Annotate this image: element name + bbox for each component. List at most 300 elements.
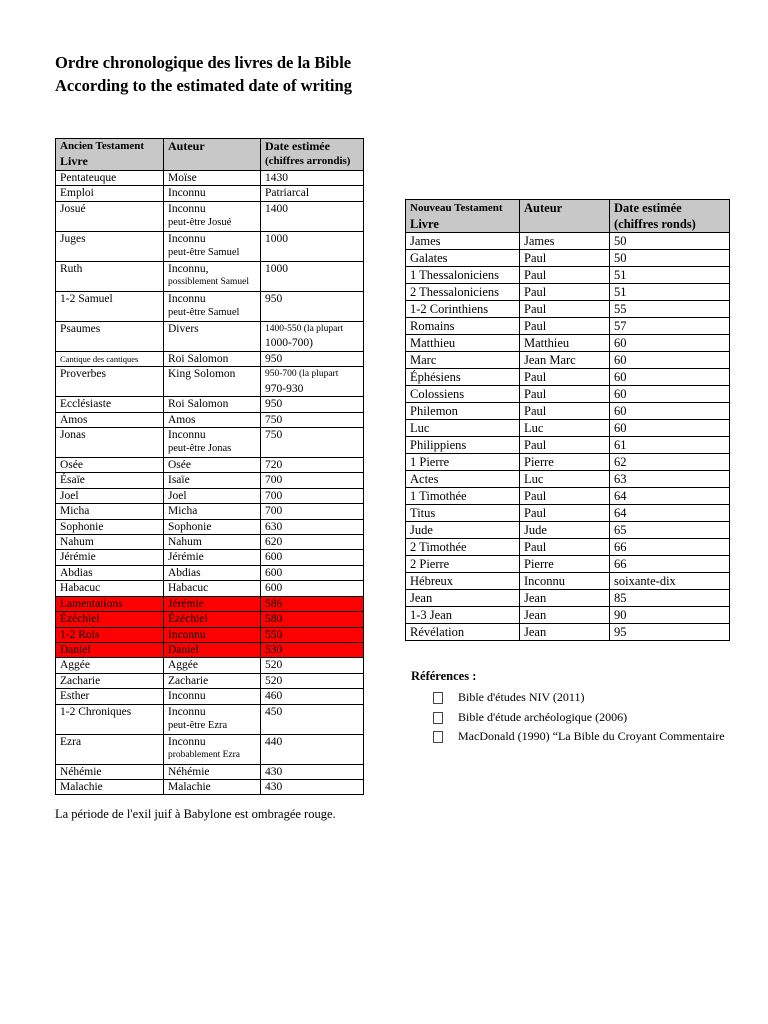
date-value: 580 (265, 613, 283, 626)
author-name: Isaïe (168, 474, 190, 487)
date-value: 550 (265, 628, 283, 641)
book-cell (56, 704, 164, 734)
author-cell (164, 519, 261, 534)
table-row (56, 458, 364, 473)
reference-text: Bible d'études NIV (2011) (458, 690, 585, 704)
table-row (56, 550, 364, 565)
date-value: 720 (265, 459, 283, 472)
book-cell (56, 535, 164, 550)
date-cell (261, 596, 364, 611)
author-cell (164, 596, 261, 611)
book-cell (56, 779, 164, 794)
date-cell (261, 321, 364, 351)
exile-note: La période de l'exil juif à Babylone est ombragée rouge. (55, 807, 336, 821)
book-cell (56, 201, 164, 231)
book-name: Psaumes (60, 322, 101, 335)
book-cell (56, 673, 164, 688)
date-value: 600 (265, 566, 283, 579)
date-cell (261, 186, 364, 201)
date-cell: 64 (610, 488, 730, 505)
author-name: Divers (168, 322, 199, 335)
book-name: Joel (60, 489, 79, 502)
date-note: 1000-700) (265, 337, 313, 350)
author-cell (164, 186, 261, 201)
book-cell (56, 658, 164, 673)
date-cell (261, 428, 364, 458)
date-value: 430 (265, 765, 283, 778)
book-cell (56, 231, 164, 261)
author-name: Malachie (168, 780, 211, 793)
date-cell (261, 488, 364, 503)
new-testament-body (406, 233, 730, 641)
date-cell: 50 (610, 250, 730, 267)
author-name: King Solomon (168, 368, 236, 381)
author-name: Abdias (168, 566, 201, 579)
date-cell (261, 689, 364, 704)
date-cell (261, 627, 364, 642)
date-cell: 51 (610, 267, 730, 284)
date-cell (261, 673, 364, 688)
author-name: Ézéchiel (168, 613, 208, 626)
author-name: Jérémie (168, 551, 204, 564)
table-row (406, 607, 730, 624)
references-title: Références : (411, 669, 477, 683)
reference-item (433, 708, 733, 728)
author-cell (164, 291, 261, 321)
table-row (56, 764, 364, 779)
author-cell: Paul (520, 301, 610, 318)
date-cell (261, 351, 364, 366)
author-cell: Jean (520, 624, 610, 641)
author-name: Jérémie (168, 597, 204, 610)
author-cell (164, 627, 261, 642)
nt-header-author: Auteur (520, 200, 610, 233)
table-row (406, 624, 730, 641)
date-value: 950 (265, 352, 283, 365)
author-note: peut-être Ezra (168, 719, 228, 731)
date-value: 700 (265, 505, 283, 518)
old-testament-header-row (56, 139, 364, 171)
book-name: Jonas (60, 429, 86, 442)
book-name: Abdias (60, 566, 93, 579)
date-cell: 50 (610, 233, 730, 250)
table-row (406, 369, 730, 386)
book-cell: 2 Timothée (406, 539, 520, 556)
table-row (406, 403, 730, 420)
book-cell (56, 321, 164, 351)
date-value: 1000 (265, 262, 288, 275)
table-row (56, 351, 364, 366)
table-row (56, 201, 364, 231)
book-cell (56, 261, 164, 291)
author-name: Moïse (168, 172, 197, 184)
author-cell (164, 658, 261, 673)
author-cell (164, 565, 261, 580)
author-cell: Paul (520, 318, 610, 335)
author-name: Inconnu (168, 735, 206, 748)
author-cell: Luc (520, 471, 610, 488)
date-value: 950 (265, 398, 283, 411)
date-cell (261, 704, 364, 734)
author-cell: Paul (520, 488, 610, 505)
table-row (56, 488, 364, 503)
date-cell: 51 (610, 284, 730, 301)
author-name: Sophonie (168, 520, 212, 533)
date-cell (261, 642, 364, 657)
author-note: peut-être Josué (168, 217, 232, 229)
book-cell: Jude (406, 522, 520, 539)
table-row (56, 627, 364, 642)
book-cell (56, 612, 164, 627)
ot-header-author: Auteur (164, 139, 261, 171)
author-name: Inconnu (168, 202, 206, 215)
table-row (406, 573, 730, 590)
ot-header-date-line2: (chiffres arrondis) (265, 155, 351, 167)
table-row (56, 171, 364, 186)
table-row (406, 318, 730, 335)
table-row (56, 321, 364, 351)
title-line-1: Ordre chronologique des livres de la Bible (55, 53, 352, 72)
book-name: Cantique des cantiques (60, 353, 139, 364)
author-note: probablement Ezra (168, 749, 241, 760)
author-cell (164, 367, 261, 397)
table-row (56, 658, 364, 673)
table-row (406, 471, 730, 488)
reference-item (433, 688, 733, 708)
author-cell: Pierre (520, 556, 610, 573)
date-cell (261, 612, 364, 627)
book-cell: 1-3 Jean (406, 607, 520, 624)
book-cell (56, 504, 164, 519)
book-cell: 2 Thessaloniciens (406, 284, 520, 301)
book-cell: Galates (406, 250, 520, 267)
author-name: Inconnu (168, 292, 206, 305)
author-cell (164, 535, 261, 550)
author-cell: Jean (520, 590, 610, 607)
author-cell (164, 231, 261, 261)
date-value: 440 (265, 735, 283, 748)
date-cell (261, 367, 364, 397)
date-cell: 66 (610, 556, 730, 573)
author-name: Inconnu (168, 232, 206, 245)
book-cell (56, 291, 164, 321)
author-name: Roi Salomon (168, 352, 229, 365)
book-cell: Hébreux (406, 573, 520, 590)
date-cell: 60 (610, 352, 730, 369)
nt-header-book-line1: Nouveau Testament (410, 202, 503, 214)
book-name: Nahum (60, 536, 94, 549)
book-cell (56, 488, 164, 503)
book-cell (56, 473, 164, 488)
old-testament-table (55, 138, 364, 795)
book-name: 1-2 Rois (60, 628, 100, 641)
book-cell (56, 627, 164, 642)
table-row (406, 386, 730, 403)
date-value: 450 (265, 705, 283, 718)
book-name: Emploi (60, 187, 94, 200)
date-value: 600 (265, 582, 283, 595)
table-row (406, 488, 730, 505)
date-value: 750 (265, 413, 283, 426)
table-row (406, 437, 730, 454)
author-note: possiblement Samuel (168, 277, 250, 288)
author-cell: Paul (520, 267, 610, 284)
date-cell (261, 658, 364, 673)
book-cell: Philippiens (406, 437, 520, 454)
date-cell (261, 535, 364, 550)
book-name: Juges (60, 232, 86, 245)
book-cell (56, 171, 164, 186)
ot-header-book-line1: Ancien Testament (60, 140, 145, 152)
table-row (406, 539, 730, 556)
author-name: Inconnu (168, 690, 206, 703)
date-cell (261, 504, 364, 519)
book-cell (56, 412, 164, 427)
date-value: 1430 (265, 172, 288, 184)
table-row (406, 590, 730, 607)
table-row (56, 504, 364, 519)
nt-header-date (610, 200, 730, 233)
book-cell: James (406, 233, 520, 250)
date-value: 530 (265, 643, 283, 656)
table-row (56, 642, 364, 657)
author-cell: Paul (520, 369, 610, 386)
nt-header-book-line2: Livre (410, 217, 439, 231)
book-name: Sophonie (60, 520, 104, 533)
book-cell: Matthieu (406, 335, 520, 352)
book-cell (56, 351, 164, 366)
author-cell: Luc (520, 420, 610, 437)
book-name: Josué (60, 202, 86, 215)
date-value: Patriarcal (265, 187, 310, 200)
author-name: Roi Salomon (168, 398, 229, 411)
book-name: Proverbes (60, 368, 106, 381)
table-row (56, 473, 364, 488)
ot-header-book-line2: Livre (60, 154, 88, 168)
author-cell (164, 689, 261, 704)
author-cell: Jude (520, 522, 610, 539)
date-cell (261, 201, 364, 231)
book-cell (56, 186, 164, 201)
date-value: 750 (265, 429, 283, 442)
author-name: Habacuc (168, 582, 209, 595)
book-cell: Actes (406, 471, 520, 488)
table-row (406, 250, 730, 267)
date-cell: 60 (610, 386, 730, 403)
author-cell (164, 397, 261, 412)
bullet-icon (433, 692, 443, 704)
book-name: Malachie (60, 780, 103, 793)
date-cell: 60 (610, 403, 730, 420)
table-row (406, 352, 730, 369)
date-value: 950 (265, 292, 283, 305)
author-name: Daniel (168, 643, 199, 656)
author-cell: Paul (520, 386, 610, 403)
date-cell: 64 (610, 505, 730, 522)
book-cell: 1 Thessaloniciens (406, 267, 520, 284)
table-row (56, 734, 364, 764)
page-title (55, 51, 352, 97)
date-cell: 57 (610, 318, 730, 335)
author-cell (164, 412, 261, 427)
table-row (56, 596, 364, 611)
book-cell: Marc (406, 352, 520, 369)
author-cell (164, 321, 261, 351)
date-cell: 61 (610, 437, 730, 454)
book-cell: Titus (406, 505, 520, 522)
author-name: Néhémie (168, 765, 210, 778)
date-value: 620 (265, 536, 283, 549)
date-value: 1400-550 (la plupart (265, 323, 344, 334)
author-cell: Paul (520, 539, 610, 556)
book-name: Ezra (60, 735, 82, 748)
date-cell (261, 734, 364, 764)
date-cell: 90 (610, 607, 730, 624)
author-name: Inconnu (168, 705, 206, 718)
ot-header-book (56, 139, 164, 171)
date-cell: 55 (610, 301, 730, 318)
author-name: Micha (168, 505, 198, 518)
author-cell (164, 261, 261, 291)
author-cell: Inconnu (520, 573, 610, 590)
table-row (56, 291, 364, 321)
date-cell (261, 764, 364, 779)
author-cell (164, 779, 261, 794)
author-note: peut-être Jonas (168, 443, 232, 455)
book-cell (56, 734, 164, 764)
author-cell: Paul (520, 403, 610, 420)
author-cell (164, 550, 261, 565)
book-cell: 1 Pierre (406, 454, 520, 471)
table-row (56, 186, 364, 201)
old-testament-body (56, 171, 364, 795)
date-value: 460 (265, 690, 283, 703)
author-name: Amos (168, 413, 196, 426)
book-name: Ecclésiaste (60, 398, 112, 411)
table-row (406, 420, 730, 437)
table-row (406, 522, 730, 539)
book-cell (56, 397, 164, 412)
date-cell (261, 550, 364, 565)
book-cell (56, 428, 164, 458)
author-name: Inconnu, (168, 262, 209, 275)
date-cell (261, 397, 364, 412)
author-cell (164, 201, 261, 231)
author-cell (164, 428, 261, 458)
author-cell: Matthieu (520, 335, 610, 352)
table-row (56, 428, 364, 458)
date-cell (261, 171, 364, 186)
book-cell (56, 581, 164, 596)
book-cell (56, 367, 164, 397)
date-cell (261, 779, 364, 794)
ot-header-date (261, 139, 364, 171)
table-row (406, 335, 730, 352)
date-cell: 60 (610, 369, 730, 386)
author-cell (164, 351, 261, 366)
author-name: Inconnu (168, 187, 206, 200)
date-cell (261, 231, 364, 261)
table-row (406, 454, 730, 471)
table-row (56, 779, 364, 794)
author-cell (164, 704, 261, 734)
date-cell (261, 519, 364, 534)
book-cell: Philemon (406, 403, 520, 420)
book-name: Micha (60, 505, 90, 518)
reference-text: MacDonald (1990) “La Bible du Croyant Commentaire (458, 729, 725, 743)
table-row (56, 519, 364, 534)
book-cell (56, 689, 164, 704)
date-value: 520 (265, 659, 283, 672)
book-cell (56, 458, 164, 473)
table-row (406, 267, 730, 284)
book-cell: 1-2 Corinthiens (406, 301, 520, 318)
table-row (406, 505, 730, 522)
date-cell: soixante-dix (610, 573, 730, 590)
author-cell (164, 488, 261, 503)
author-cell: James (520, 233, 610, 250)
author-cell (164, 581, 261, 596)
book-name: Amos (60, 413, 88, 426)
book-name: Ézéchiel (60, 613, 100, 626)
book-name: Lamentations (60, 597, 123, 610)
table-row (56, 412, 364, 427)
new-testament-table (405, 199, 730, 641)
date-cell (261, 412, 364, 427)
book-cell: Romains (406, 318, 520, 335)
author-cell (164, 764, 261, 779)
table-row (56, 535, 364, 550)
author-name: Inconnu (168, 628, 206, 641)
book-cell: Colossiens (406, 386, 520, 403)
book-name: Esther (60, 690, 90, 703)
book-cell (56, 764, 164, 779)
date-cell: 63 (610, 471, 730, 488)
date-value: 950-700 (la plupart (265, 369, 339, 380)
date-value: 1000 (265, 232, 288, 245)
date-cell (261, 473, 364, 488)
book-name: Ruth (60, 262, 83, 275)
ot-header-date-line1: Date estimée (265, 139, 330, 153)
author-cell (164, 171, 261, 186)
author-cell: Jean (520, 607, 610, 624)
new-testament-header-row (406, 200, 730, 233)
title-line-2: According to the estimated date of writing (55, 76, 352, 95)
book-cell (56, 550, 164, 565)
author-cell (164, 673, 261, 688)
nt-header-book (406, 200, 520, 233)
book-name: Aggée (60, 659, 91, 672)
date-cell (261, 261, 364, 291)
reference-text: Bible d'étude archéologique (2006) (458, 709, 628, 724)
date-value: 630 (265, 520, 283, 533)
date-value: 600 (265, 551, 283, 564)
table-row (56, 673, 364, 688)
author-note: peut-être Samuel (168, 247, 240, 259)
reference-item (433, 727, 733, 747)
date-cell (261, 291, 364, 321)
book-cell: Jean (406, 590, 520, 607)
table-row (56, 704, 364, 734)
book-name: 1-2 Samuel (60, 292, 113, 305)
date-value: 520 (265, 674, 283, 687)
nt-header-date-line1: Date estimée (614, 201, 682, 215)
author-name: Joel (168, 489, 187, 502)
book-name: Jérémie (60, 551, 96, 564)
book-cell: 2 Pierre (406, 556, 520, 573)
table-row (56, 367, 364, 397)
book-name: Ésaïe (60, 474, 85, 487)
